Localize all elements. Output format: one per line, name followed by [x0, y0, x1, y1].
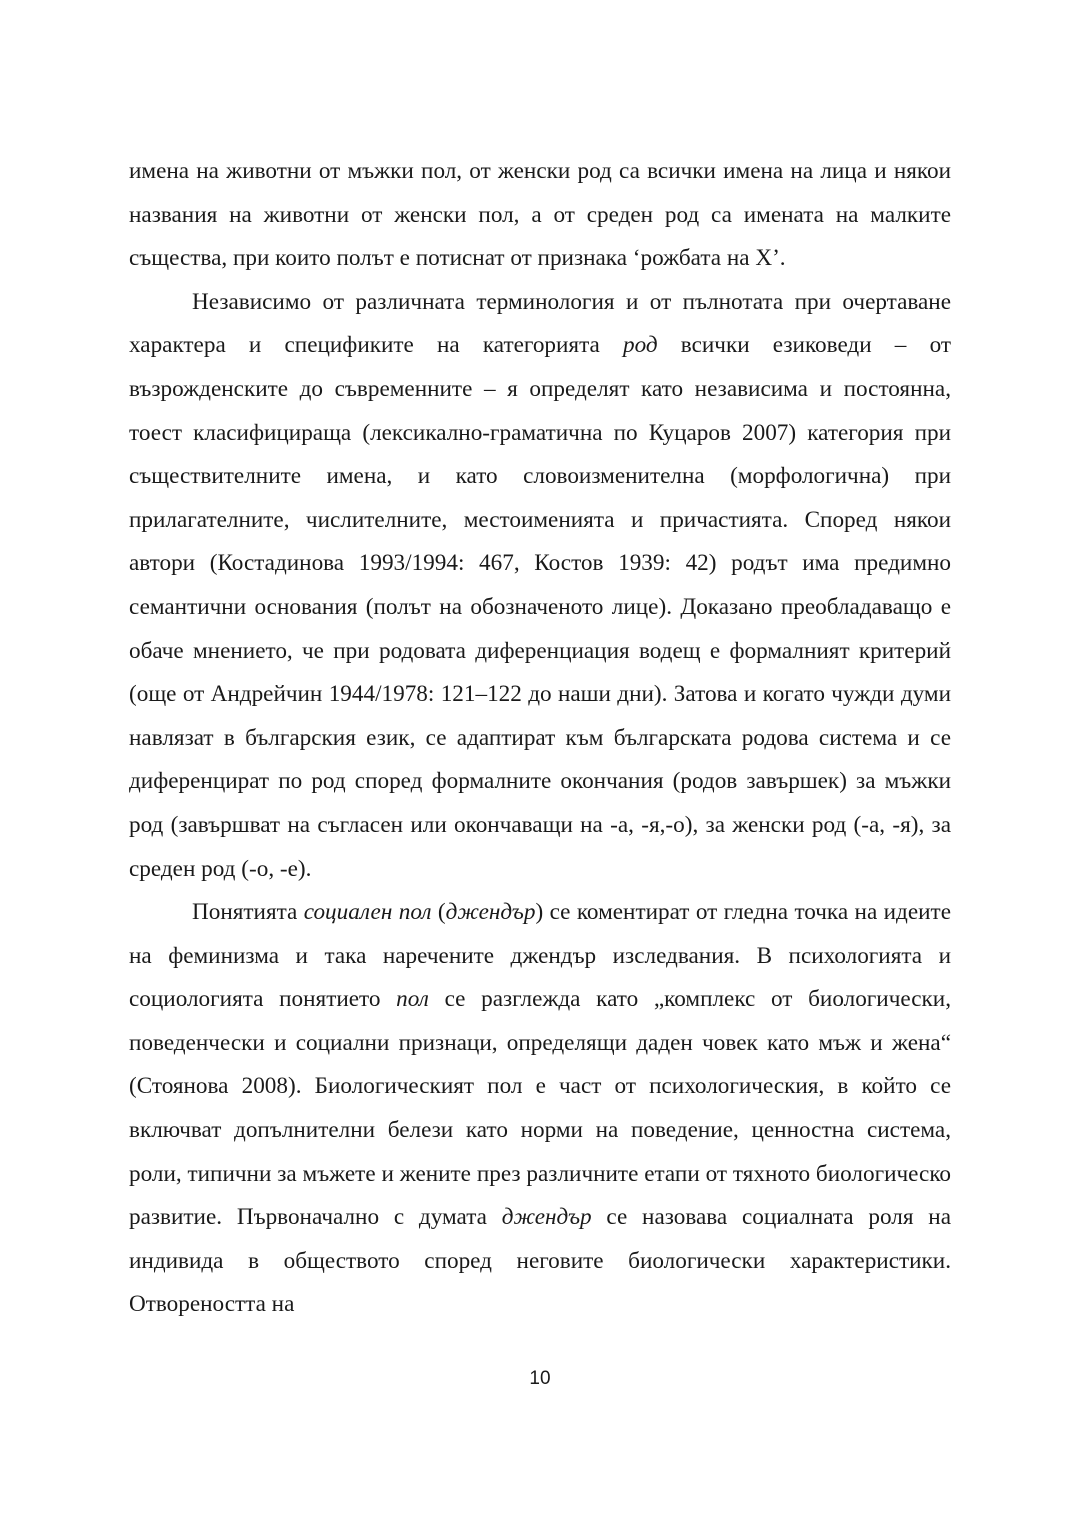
page-number: 10 — [529, 1368, 551, 1389]
paragraph-3-term-dzhendar-2: джендър — [501, 1204, 592, 1231]
paragraph-3-text-3: ) се коментират от гледна точка на идеите на феминизма и така наречените джендър изследвания. В психологията и социологията понятието — [129, 899, 951, 1013]
paragraph-2-text-2: всички езиковеди – от възрожденските до съвременните – я определят като независима и постоянна, тоест класифицираща (лексикално-граматична по Куцаров 2007) категория при съществителните имена, и като словоизменителна (морфологична) при прилагателните, числителните, местоименията и причастията. Според някои автори (Костадинова 1993/1994: 467, Костов 1939: 42) родът има предимно семантични основания (полът на обозначеното лице). Доказано преобладаващо е обаче мнението, че при родовата диференциация водещ е формалният критерий (още от Андрейчин 1944/1978: 121–122 до наши дни). Затова и когато чужди думи навлязат в българския език, се адаптират към българската родова система и се диференцират по род според формалните окончания (родов завършек) за мъжки род (завършват на съгласен или окончаващи на -а, -я,-о), за женски род (-а, -я), за среден род (-о, -е). — [129, 332, 951, 882]
paragraph-3-term-socialen-pol: социален пол — [303, 899, 432, 926]
paragraph-2 — [129, 281, 951, 891]
paragraph-3-text-2: ( — [431, 899, 446, 926]
paragraph-3-term-dzhendar: джендър — [445, 899, 536, 926]
paragraph-3-text-5: се назовава социалната роля на индивида в обществото според неговите биологически характеристики. Отвореността на — [129, 1204, 952, 1318]
paragraph-1 — [129, 150, 951, 281]
paragraph-1-text: имена на животни от мъжки пол, от женски род са всички имена на лица и някои названия на животни от женски пол, а от среден род са имената на малките същества, при които полът е потиснат от признака ‘рожбата на Х’. — [129, 158, 951, 272]
paragraph-2-text-1: Независимо от различната терминология и от пълнотата при очертаване характера и спецификите на категорията — [129, 288, 951, 359]
paragraph-3-text-4: се разглежда като „комплекс от биологически, поведенчески и социални признаци, определящи даден човек като мъж и жена“ (Стоянова 2008). Биологическият пол е част от психологическия, в който се включват допълнителни белези като норми на поведение, ценностна система, роли, типични за мъжете и жените през различните етапи от тяхното биологическо развитие. Първоначално с думата — [129, 986, 951, 1231]
paragraph-3-text-1: Понятията — [192, 899, 304, 926]
paragraph-2-term-rod: род — [622, 332, 658, 359]
body-text — [129, 150, 951, 1327]
paragraph-3-term-pol: пол — [396, 986, 429, 1013]
paragraph-3 — [129, 891, 951, 1327]
